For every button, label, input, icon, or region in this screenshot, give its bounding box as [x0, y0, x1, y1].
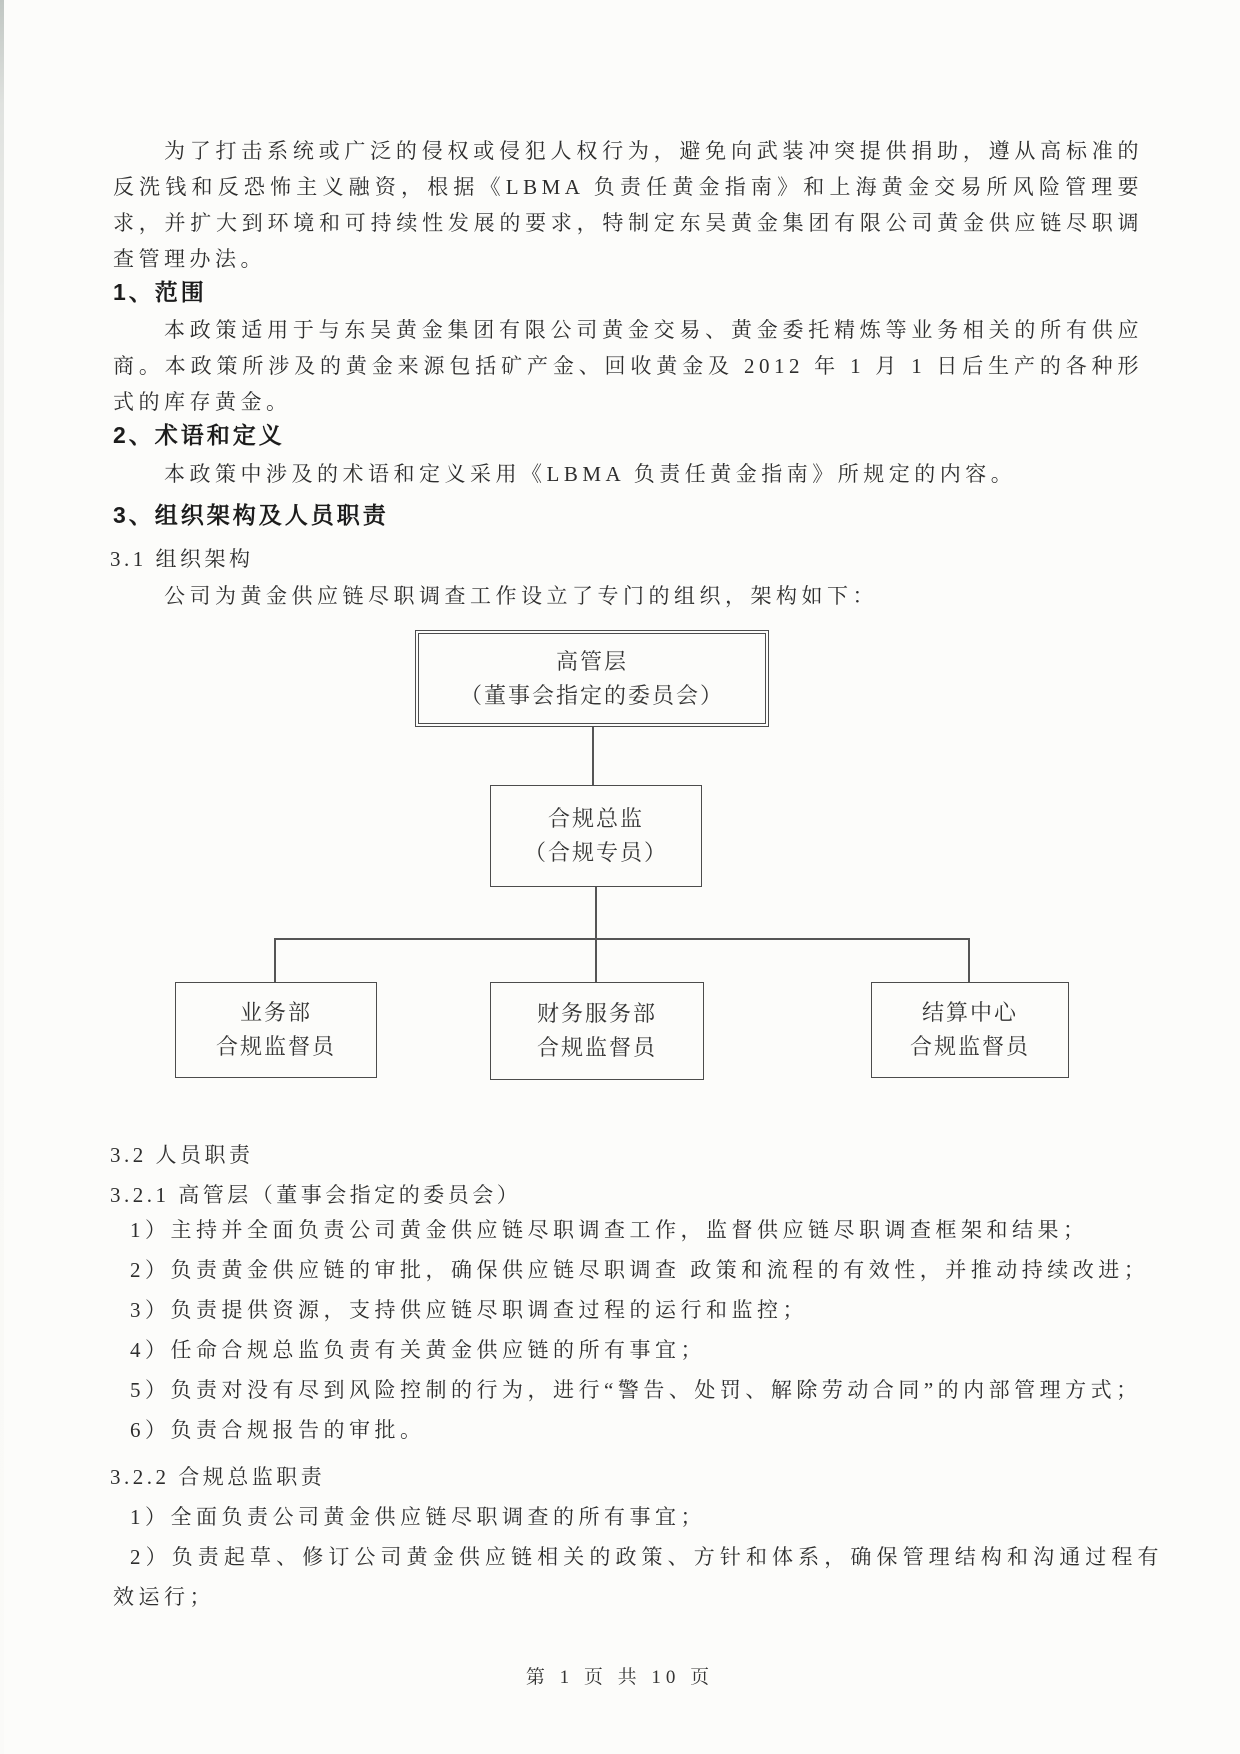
list-item: 1）主持并全面负责公司黄金供应链尽职调查工作，监督供应链尽职调查框架和结果；: [130, 1218, 1089, 1242]
box-label-line1: 财务服务部: [536, 1001, 657, 1026]
box-label-line1: 结算中心: [921, 1000, 1018, 1025]
list-item: 5）负责对没有尽到风险控制的行为，进行“警告、处罚、解除劳动合同”的内部管理方式；: [130, 1378, 1142, 1402]
box-label-line1: 合规总监: [547, 806, 644, 831]
section321-heading: 3.2.1 高管层（董事会指定的委员会）: [110, 1183, 522, 1207]
connector-drop-left: [274, 938, 276, 982]
section322-list: [113, 1497, 1163, 1617]
intro-paragraph: 为了打击系统或广泛的侵权或侵犯人权行为，避免向武装冲突提供捐助，遵从高标准的反洗钱和反恐怖主义融资，根据《LBMA 负责任黄金指南》和上海黄金交易所风险管理要求，并扩大到环境和可持续性发展的要求，特制定东吴黄金集团有限公司黄金供应链尽职调查管理办法。: [113, 139, 1143, 271]
section2-body: 本政策中涉及的术语和定义采用《LBMA 负责任黄金指南》所规定的内容。: [164, 462, 1017, 486]
box-label-line1: 业务部: [239, 1000, 312, 1025]
section2-heading: 2、术语和定义: [113, 422, 285, 448]
list-item: 3）负责提供资源，支持供应链尽职调查过程的运行和监控；: [130, 1298, 808, 1322]
box-label-line2: 合规监督员: [909, 1034, 1030, 1059]
orgchart-box-senior-management: [415, 630, 769, 727]
box-label-line2: 合规监督员: [215, 1034, 336, 1059]
orgchart-box-finance-service-dept: [490, 982, 704, 1080]
connector-top-to-mid: [592, 725, 594, 787]
orgchart-box-compliance-director: [490, 785, 702, 887]
connector-mid-to-bottom: [595, 886, 597, 982]
box-label-line2: （合规专员）: [523, 840, 668, 865]
connector-horizontal: [274, 938, 969, 940]
orgchart-box-business-dept: [175, 982, 377, 1078]
section32-heading: 3.2 人员职责: [110, 1143, 254, 1167]
list-item: 2）负责起草、修订公司黄金供应链相关的政策、方针和体系，确保管理结构和沟通过程有效运行；: [113, 1545, 1163, 1609]
page-footer: 第 1 页 共 10 页: [525, 1667, 715, 1688]
section3-heading: 3、组织架构及人员职责: [113, 502, 389, 528]
box-label-line2: （董事会指定的委员会）: [459, 682, 724, 708]
connector-drop-right: [968, 938, 970, 982]
org-chart: [113, 628, 1143, 1080]
scan-edge-artifact: [0, 0, 4, 1754]
section1-heading: 1、范围: [113, 279, 207, 305]
orgchart-box-settlement-center: [871, 982, 1069, 1078]
list-item: 1）全面负责公司黄金供应链尽职调查的所有事宜；: [130, 1505, 706, 1529]
section322-heading: 3.2.2 合规总监职责: [110, 1465, 326, 1489]
section31-body: 公司为黄金供应链尽职调查工作设立了专门的组织，架构如下：: [164, 584, 878, 608]
box-label-line1: 高管层: [555, 648, 628, 674]
list-item: 2）负责黄金供应链的审批，确保供应链尽职调查 政策和流程的有效性，并推动持续改进；: [130, 1258, 1150, 1282]
box-label-line2: 合规监督员: [536, 1035, 657, 1060]
section321-list: [113, 1210, 1198, 1450]
list-item: 6）负责合规报告的审批。: [130, 1418, 426, 1442]
section31-heading: 3.1 组织架构: [110, 547, 254, 571]
list-item: 4）任命合规总监负责有关黄金供应链的所有事宜；: [130, 1338, 706, 1362]
section1-body: 本政策适用于与东吴黄金集团有限公司黄金交易、黄金委托精炼等业务相关的所有供应商。本政策所涉及的黄金来源包括矿产金、回收黄金及 2012 年 1 月 1 日后生产的各种形式的库存黄金。: [113, 318, 1143, 414]
